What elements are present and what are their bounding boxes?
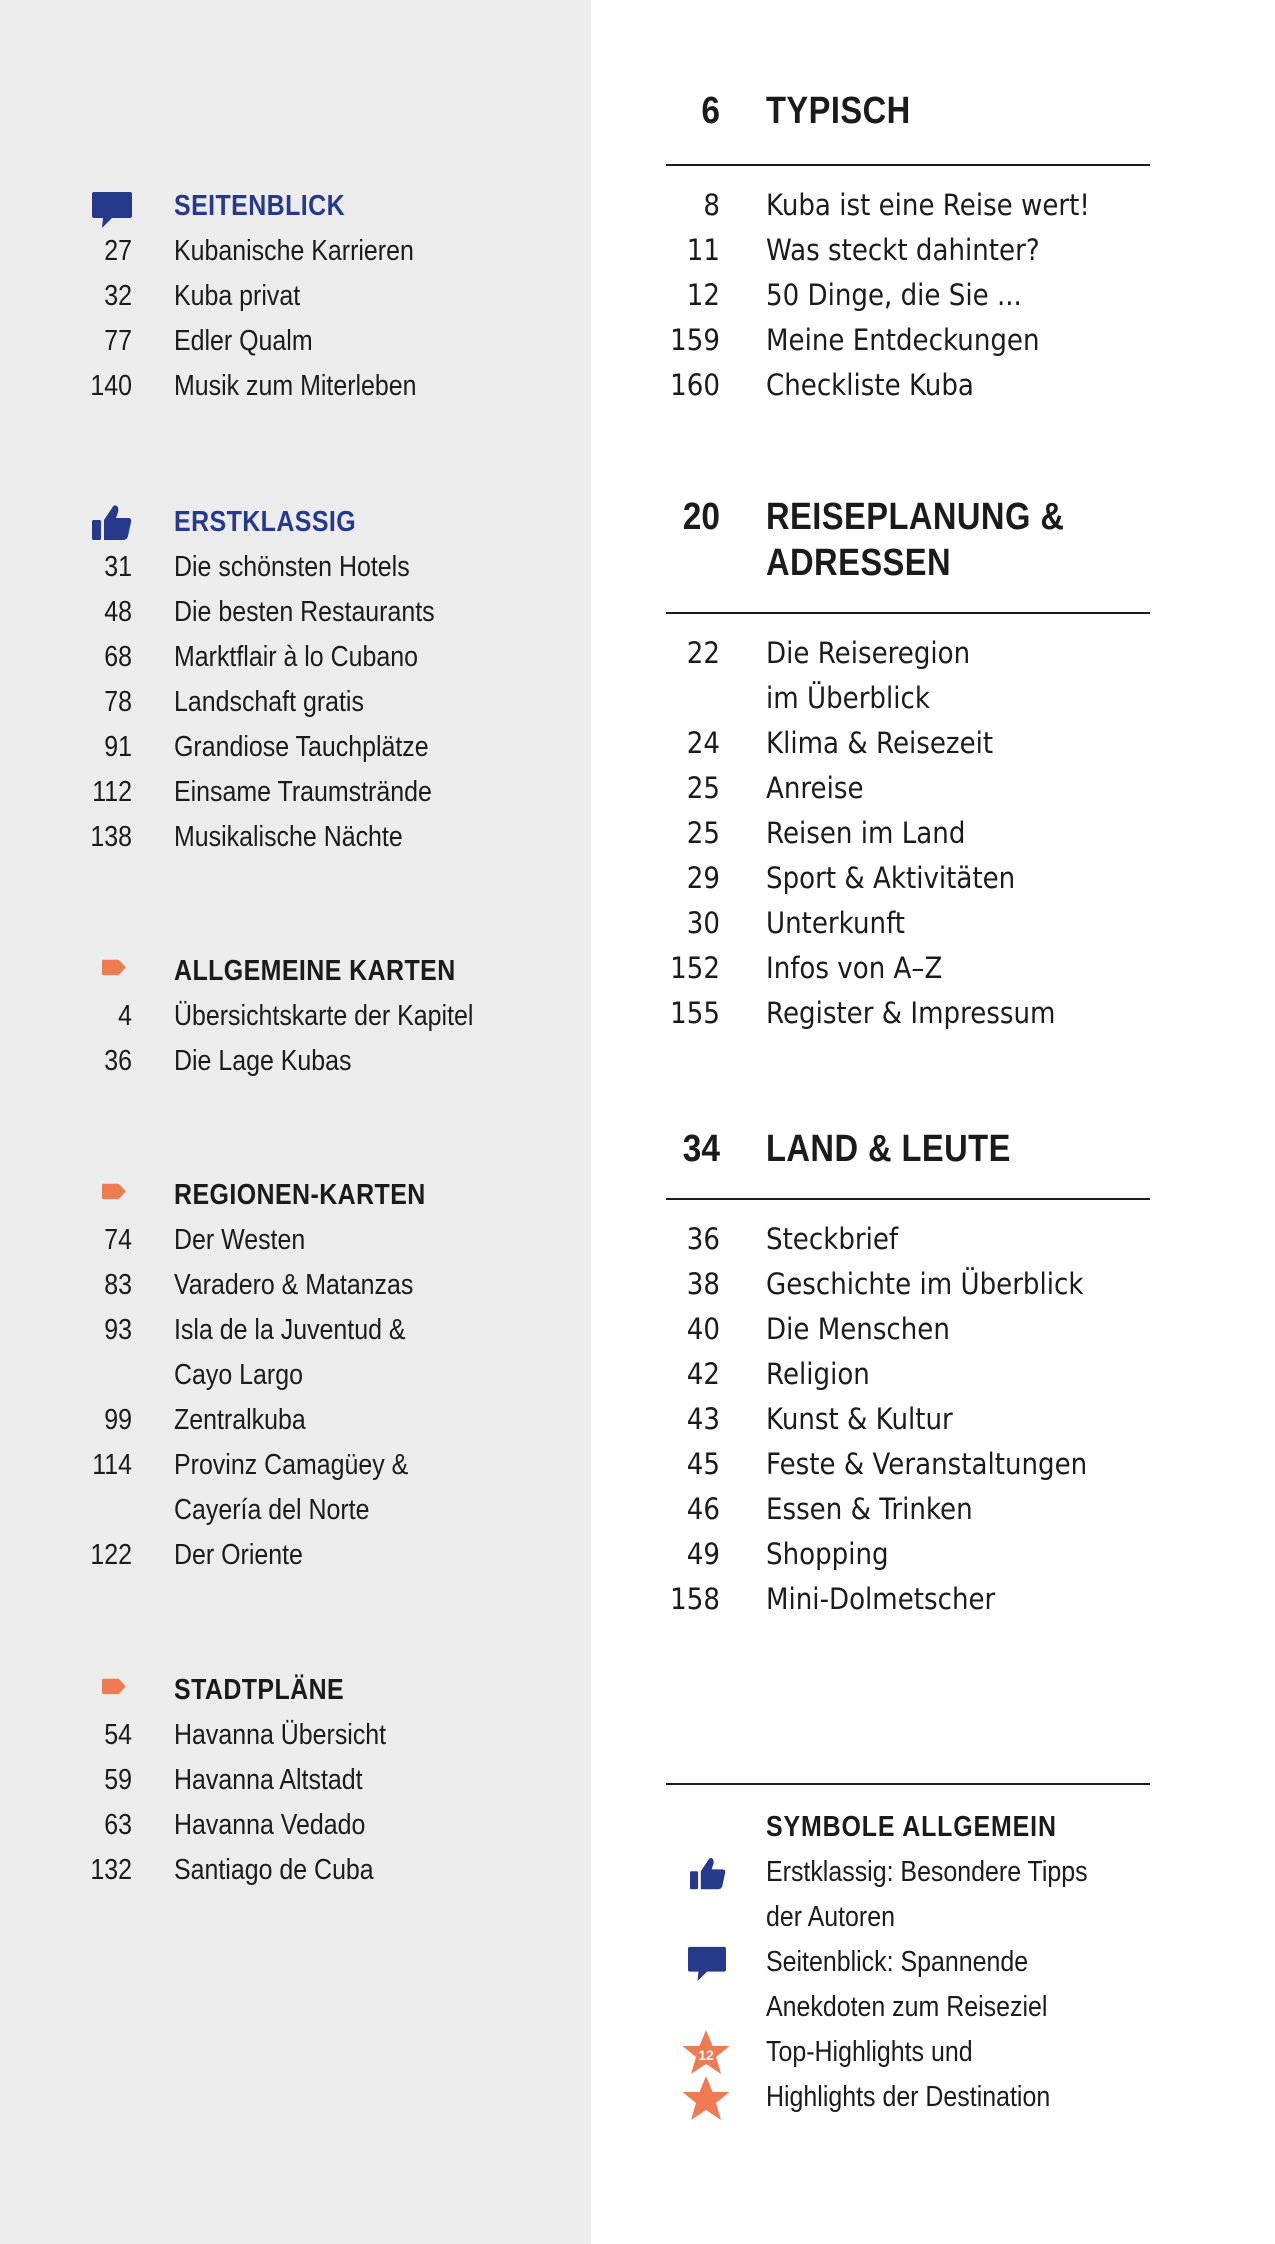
legend-erstklassig-line1: Erstklassig: Besondere Tipps xyxy=(766,1856,1088,1888)
toc-row[interactable] xyxy=(0,1532,1275,1577)
toc-row[interactable] xyxy=(0,946,1275,991)
toc-label: Reisen im Land xyxy=(766,816,966,850)
legend-seitenblick-line2: Anekdoten zum Reiseziel xyxy=(766,1991,1048,2023)
toc-label: Musik zum Miterleben xyxy=(174,370,417,402)
page-number: 12 xyxy=(686,278,720,312)
toc-label: Essen & Trinken xyxy=(766,1492,973,1526)
section-title: REGIONEN-KARTEN xyxy=(174,1179,426,1211)
toc-row[interactable] xyxy=(0,721,1275,766)
chapter-title-line2: ADRESSEN xyxy=(766,542,952,584)
page-number: 43 xyxy=(686,1402,720,1436)
page-number: 152 xyxy=(670,951,720,985)
toc-row[interactable] xyxy=(0,273,1275,318)
toc-row[interactable] xyxy=(0,1039,591,1084)
toc-row[interactable] xyxy=(0,901,1275,946)
page-number: 112 xyxy=(92,776,132,808)
toc-label: Was steckt dahinter? xyxy=(766,233,1040,267)
toc-row[interactable] xyxy=(0,1487,1275,1532)
toc-label: Kuba privat xyxy=(174,280,301,312)
toc-label: Anreise xyxy=(766,771,864,805)
toc-row[interactable] xyxy=(0,676,1275,721)
page-number: 38 xyxy=(686,1267,720,1301)
page-number: 40 xyxy=(686,1312,720,1346)
toc-label: Register & Impressum xyxy=(766,996,1056,1030)
page-number: 11 xyxy=(686,233,720,267)
page-number: 42 xyxy=(686,1357,720,1391)
toc-label: Der Westen xyxy=(174,1224,306,1256)
chapter-page: 34 xyxy=(682,1128,720,1170)
toc-label: Der Oriente xyxy=(174,1539,303,1571)
page-number: 93 xyxy=(104,1314,132,1346)
page-number: 114 xyxy=(92,1449,132,1481)
chapter-page: 20 xyxy=(682,496,720,538)
toc-label: Mini-Dolmetscher xyxy=(766,1582,996,1616)
toc-label: Feste & Veranstaltungen xyxy=(766,1447,1088,1481)
toc-label: Grandiose Tauchplätze xyxy=(174,731,429,763)
divider xyxy=(666,1783,1150,1785)
page-number: 30 xyxy=(686,906,720,940)
map-tag-icon xyxy=(98,1678,134,1706)
toc-row[interactable] xyxy=(0,1352,1275,1397)
page-number: 99 xyxy=(104,1404,132,1436)
page-number: 59 xyxy=(104,1764,132,1796)
page-number: 45 xyxy=(686,1447,720,1481)
toc-label: Kuba ist eine Reise wert! xyxy=(766,188,1090,222)
toc-row[interactable] xyxy=(0,318,1275,363)
toc-label: Cayo Largo xyxy=(174,1359,303,1391)
page-number: 91 xyxy=(104,731,132,763)
page-number: 160 xyxy=(670,368,720,402)
toc-label: Marktflair à lo Cubano xyxy=(174,641,418,673)
page-number: 155 xyxy=(670,996,720,1030)
page-number: 159 xyxy=(670,323,720,357)
thumbs-up-icon xyxy=(688,1855,728,1891)
toc-label: Sport & Aktivitäten xyxy=(766,861,1016,895)
star-icon xyxy=(681,2075,731,2123)
toc-label: Kubanische Karrieren xyxy=(174,235,414,267)
toc-label: Die besten Restaurants xyxy=(174,596,435,628)
toc-label: Einsame Traumstrände xyxy=(174,776,432,808)
toc-label: Meine Entdeckungen xyxy=(766,323,1040,357)
page-number: 132 xyxy=(90,1854,132,1886)
toc-row[interactable] xyxy=(0,545,591,590)
legend-erstklassig-line2: der Autoren xyxy=(766,1901,895,1933)
toc-row[interactable] xyxy=(0,590,591,635)
toc-row[interactable] xyxy=(0,991,1275,1036)
toc-label: im Überblick xyxy=(766,681,930,715)
legend-title: SYMBOLE ALLGEMEIN xyxy=(766,1811,1057,1843)
page-number: 77 xyxy=(104,325,132,357)
page-number: 25 xyxy=(686,816,720,850)
page-number: 48 xyxy=(104,596,132,628)
toc-row[interactable] xyxy=(0,363,1275,408)
page-number: 74 xyxy=(104,1224,132,1256)
toc-label: Landschaft gratis xyxy=(174,686,364,718)
toc-label: Zentralkuba xyxy=(174,1404,306,1436)
toc-label: Provinz Camagüey & xyxy=(174,1449,409,1481)
toc-label: Havanna Altstadt xyxy=(174,1764,363,1796)
map-tag-icon xyxy=(98,1183,134,1211)
toc-row[interactable] xyxy=(0,1442,1275,1487)
toc-label: Shopping xyxy=(766,1537,889,1571)
page-number: 68 xyxy=(104,641,132,673)
section-header xyxy=(0,500,591,545)
thumbs-up-icon xyxy=(90,502,134,542)
page-number: 49 xyxy=(686,1537,720,1571)
toc-row[interactable] xyxy=(0,1848,591,1893)
toc-row[interactable] xyxy=(0,228,1275,273)
page-number: 32 xyxy=(104,280,132,312)
toc-row[interactable] xyxy=(0,1217,1275,1262)
toc-label: Kunst & Kultur xyxy=(766,1402,953,1436)
speech-bubble-icon xyxy=(686,1945,728,1983)
chapter-title: TYPISCH xyxy=(766,90,911,132)
page-number: 138 xyxy=(90,821,132,853)
page-number: 36 xyxy=(104,1045,132,1077)
toc-row[interactable] xyxy=(0,183,1275,228)
toc-row[interactable] xyxy=(0,1307,1275,1352)
toc-label: Unterkunft xyxy=(766,906,906,940)
toc-label: Übersichtskarte der Kapitel xyxy=(174,1000,474,1032)
page-number: 63 xyxy=(104,1809,132,1841)
page-number: 31 xyxy=(104,551,132,583)
toc-label: Santiago de Cuba xyxy=(174,1854,374,1886)
toc-row[interactable] xyxy=(0,1397,1275,1442)
toc-label: Die schönsten Hotels xyxy=(174,551,410,583)
toc-label: Infos von A–Z xyxy=(766,951,943,985)
section-title: ALLGEMEINE KARTEN xyxy=(174,955,456,987)
legend-highlights-line1: Top-Highlights und xyxy=(766,2036,973,2068)
toc-label: Isla de la Juventud & xyxy=(174,1314,406,1346)
star-number: 12 xyxy=(698,2047,714,2063)
toc-row[interactable] xyxy=(0,1262,1275,1307)
toc-row[interactable] xyxy=(0,1713,591,1758)
legend-seitenblick-line1: Seitenblick: Spannende xyxy=(766,1946,1029,1978)
page-number: 27 xyxy=(104,235,132,267)
page-number: 122 xyxy=(90,1539,132,1571)
toc-label: Klima & Reisezeit xyxy=(766,726,994,760)
page-number: 29 xyxy=(686,861,720,895)
toc-row[interactable] xyxy=(0,631,1275,676)
toc-row[interactable] xyxy=(0,811,1275,856)
legend-highlights-line2: Highlights der Destination xyxy=(766,2081,1051,2113)
divider xyxy=(666,164,1150,166)
page-number: 8 xyxy=(703,188,720,222)
page-number: 46 xyxy=(686,1492,720,1526)
toc-label: Havanna Vedado xyxy=(174,1809,366,1841)
section-title: ERSTKLASSIG xyxy=(174,506,357,538)
toc-label: Cayería del Norte xyxy=(174,1494,370,1526)
toc-label: Varadero & Matanzas xyxy=(174,1269,414,1301)
toc-row[interactable] xyxy=(0,1803,591,1848)
chapter-page: 6 xyxy=(701,90,720,132)
toc-label: Musikalische Nächte xyxy=(174,821,403,853)
section-title: STADTPLÄNE xyxy=(174,1674,345,1706)
chapter-title: LAND & LEUTE xyxy=(766,1128,1011,1170)
numbered-star-icon xyxy=(681,2029,731,2077)
page-number: 78 xyxy=(104,686,132,718)
section-title: SEITENBLICK xyxy=(174,190,346,222)
divider xyxy=(666,1198,1150,1200)
page-number: 25 xyxy=(686,771,720,805)
page-number: 22 xyxy=(686,636,720,670)
page-number: 83 xyxy=(104,1269,132,1301)
page-number: 140 xyxy=(90,370,132,402)
toc-label: Checkliste Kuba xyxy=(766,368,974,402)
toc-label: Religion xyxy=(766,1357,870,1391)
toc-row[interactable] xyxy=(0,1577,1275,1622)
chapter-title-line1: REISEPLANUNG & xyxy=(766,496,1065,538)
page-number: 54 xyxy=(104,1719,132,1751)
toc-row[interactable] xyxy=(0,766,1275,811)
toc-row[interactable] xyxy=(0,856,1275,901)
toc-row[interactable] xyxy=(0,1758,591,1803)
divider xyxy=(666,612,1150,614)
toc-label: Geschichte im Überblick xyxy=(766,1267,1084,1301)
toc-label: Die Lage Kubas xyxy=(174,1045,352,1077)
toc-label: Die Reiseregion xyxy=(766,636,971,670)
page-number: 4 xyxy=(118,1000,132,1032)
section-header xyxy=(0,1668,591,1713)
toc-label: Die Menschen xyxy=(766,1312,950,1346)
page-number: 24 xyxy=(686,726,720,760)
page-number: 158 xyxy=(670,1582,720,1616)
page-number: 36 xyxy=(686,1222,720,1256)
toc-label: Havanna Übersicht xyxy=(174,1719,387,1751)
toc-label: Steckbrief xyxy=(766,1222,899,1256)
toc-label: Edler Qualm xyxy=(174,325,313,357)
section-header xyxy=(0,1173,591,1218)
toc-label: 50 Dinge, die Sie ... xyxy=(766,278,1022,312)
